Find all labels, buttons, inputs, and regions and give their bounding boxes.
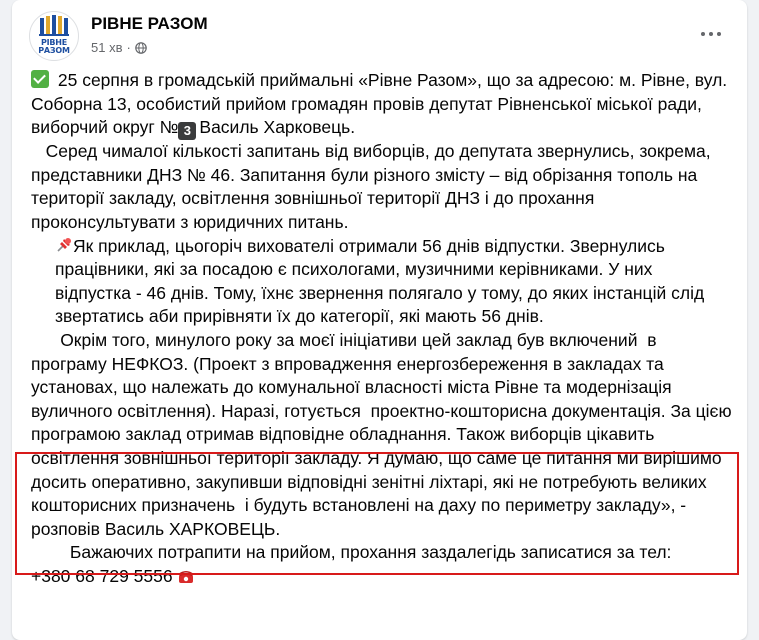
meta-separator: · (126, 40, 131, 55)
paragraph-5: Бажаючих потрапити на прийом, прохання заздалегідь записатися за тел: (31, 542, 672, 563)
post-header (12, 0, 747, 62)
post-meta (91, 40, 147, 55)
p3-text: Як приклад, цьогоріч вихователі отримали 56 днів відпустки. Звернулись працівники, які за посадою є психологами, музичними керівниками. У них відпустка - 46 днів. Тому, їхнє звернення полягало у тому, до яких інстанцій слід звертатись аби прирівняти їх до категорії, які мають 56 днів. (55, 235, 705, 327)
paragraph-3 (31, 235, 733, 329)
paragraph-6 (31, 565, 733, 589)
post-card (12, 0, 747, 640)
p1-text-a: 25 серпня в громадській приймальні «Рівне Разом», що за адресою: м. Рівне, вул. Соборна 13, особистий прийом громадян провів депутат Рівненської міської ради, виборчий округ № (31, 70, 728, 138)
phone-number[interactable]: +380 68 729 5556 (31, 565, 173, 586)
paragraph-1 (31, 69, 733, 140)
page-name-link[interactable]: РІВНЕ РАЗОМ (91, 14, 208, 33)
keycap-3-icon: 3 (178, 122, 196, 140)
avatar-line-1: РІВНЕ (40, 38, 68, 47)
p1-text-b: Василь Харковець. (199, 117, 356, 138)
pushpin-icon (55, 236, 73, 254)
globe-icon[interactable] (135, 42, 147, 54)
telephone-icon (177, 567, 195, 585)
post-body (31, 69, 737, 588)
paragraph-4: Окрім того, минулого року за моєї ініціативи цей заклад був включений в програму НЕФКОЗ. (Проект з впровадження енергозбереження в закладах та установах, що належать до комунальної власності міста Рівне та модернізація вуличного освітлення). Наразі, готується проектно-кошторисна документація. За цією програмою заклад отримав відповідне обладнання. Також виборців цікавить освітлення зовнішньої території закладу. Я думаю, що саме це питання ми вирішимо досить оперативно, закупивши відповідні зенітні ліхтарі, які не потребують великих кошторисних призначень і будуть встановлені на даху по периметру закладу», - розповів Василь ХАРКОВЕЦЬ. (31, 329, 737, 539)
more-options-icon[interactable] (695, 24, 727, 44)
page-avatar[interactable] (29, 11, 79, 61)
paragraph-2: Серед чималої кількості запитань від виборців, до депутата звернулись, зокрема, представники ДНЗ № 46. Запитання були різного змісту – від обрізання тополь на території закладу, освітлення зовнішньої території ДНЗ і до прохання проконсультувати з юридичних питань. (31, 141, 716, 232)
post-timestamp[interactable]: 51 хв (91, 40, 123, 55)
check-mark-icon (31, 70, 49, 88)
avatar-line-2: РАЗОМ (38, 46, 70, 55)
